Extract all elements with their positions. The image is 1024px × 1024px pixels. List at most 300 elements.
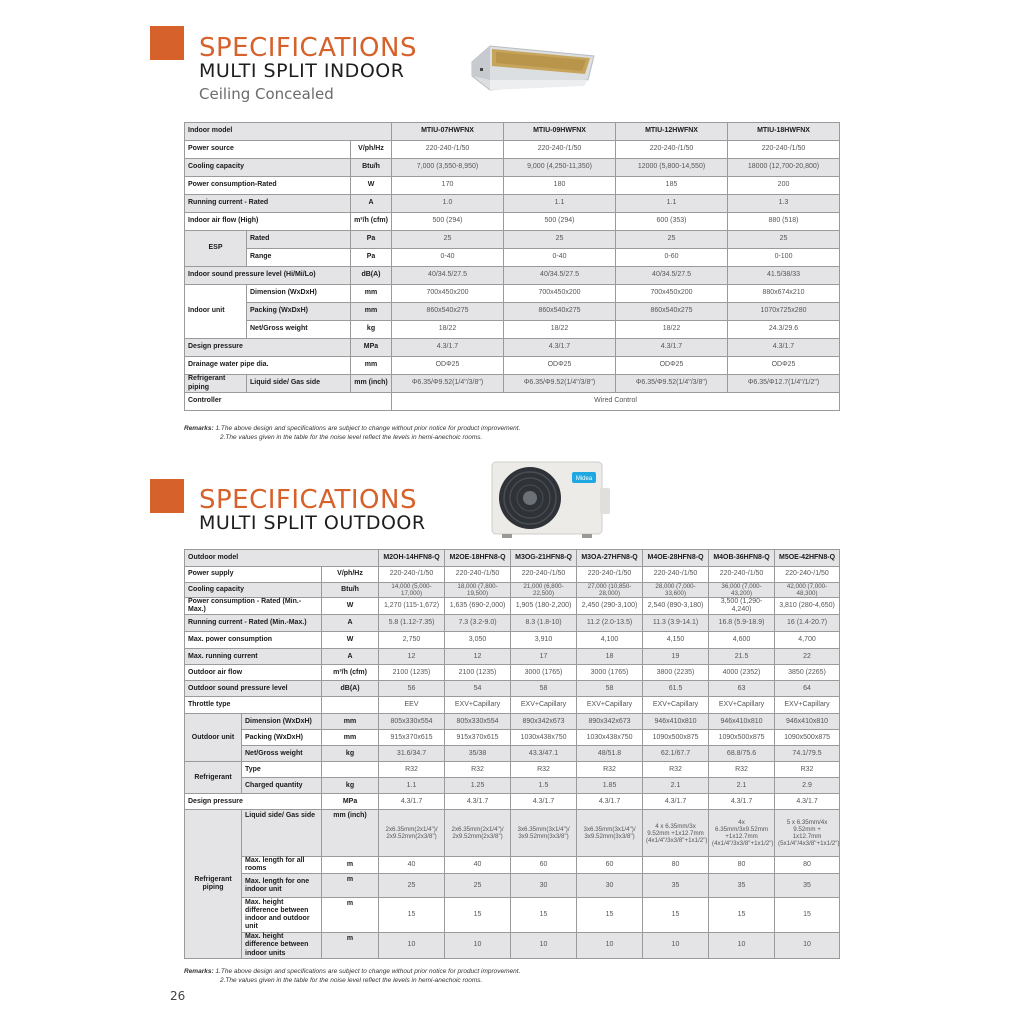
row-label: Type — [242, 762, 322, 778]
row-label: Packing (WxDxH) — [247, 303, 351, 321]
model-header: M4OE-28HFN8-Q — [643, 550, 709, 567]
row-unit: W — [351, 177, 392, 195]
cell: 946x410x810 — [643, 714, 709, 730]
row-label: Indoor sound pressure level (Hi/Mi/Lo) — [185, 267, 351, 285]
cell: 40/34.5/27.5 — [392, 267, 504, 285]
cell: R32 — [379, 762, 445, 778]
cell: 40/34.5/27.5 — [504, 267, 616, 285]
cell: 24.3/29.6 — [728, 321, 840, 339]
cell: 1090x500x875 — [709, 730, 775, 746]
cell: 4.3/1.7 — [643, 794, 709, 810]
cell: 54 — [445, 681, 511, 697]
cell: 946x410x810 — [709, 714, 775, 730]
cell: 220-240-/1/50 — [577, 567, 643, 583]
row-label: Indoor air flow (High) — [185, 213, 351, 231]
section-marker — [150, 26, 184, 60]
table-row — [185, 393, 840, 411]
cell: 915x370x615 — [379, 730, 445, 746]
cell: 14,000 (5,000-17,000) — [379, 583, 445, 598]
page-number: 26 — [170, 989, 186, 1003]
cell: 58 — [511, 681, 577, 697]
cell: 8.3 (1.8-10) — [511, 615, 577, 632]
row-label: Power source — [185, 141, 351, 159]
cell: 25 — [504, 231, 616, 249]
row-label: Max. running current — [185, 649, 322, 665]
cell: 3x6.35mm(3x1/4")/ 3x9.52mm(3x3/8") — [511, 810, 577, 857]
cell: 15 — [643, 898, 709, 933]
remarks-label: Remarks: — [184, 425, 214, 432]
cell: 1.5 — [511, 778, 577, 794]
row-label: Range — [247, 249, 351, 267]
row-label: Controller — [185, 393, 392, 411]
cell: 1.0 — [392, 195, 504, 213]
table-row — [185, 665, 840, 681]
cell: 22 — [775, 649, 840, 665]
table-row — [185, 649, 840, 665]
outdoor-section-subtitle: MULTI SPLIT OUTDOOR — [199, 512, 426, 534]
row-unit: mm — [351, 303, 392, 321]
row-label: Charged quantity — [242, 778, 322, 794]
cell: ODΦ25 — [728, 357, 840, 375]
row-label: Rated — [247, 231, 351, 249]
cell: 4,100 — [577, 632, 643, 649]
table-row — [185, 583, 840, 598]
cell: 16.8 (5.9-18.9) — [709, 615, 775, 632]
cell: 1.1 — [504, 195, 616, 213]
cell: ODΦ25 — [504, 357, 616, 375]
cell: EEV — [379, 697, 445, 714]
cell: 9,000 (4,250-11,350) — [504, 159, 616, 177]
cell: R32 — [709, 762, 775, 778]
row-label: Liquid side/ Gas side — [247, 375, 351, 393]
model-header: M5OE-42HFN8-Q — [775, 550, 840, 567]
row-unit: m³/h (cfm) — [351, 213, 392, 231]
row-label: Max. height difference between indoor units — [242, 933, 322, 958]
cell: 41.5/38/33 — [728, 267, 840, 285]
cell: 15 — [445, 898, 511, 933]
cell: 3800 (2235) — [643, 665, 709, 681]
table-row — [185, 874, 840, 898]
cell: 4.3/1.7 — [392, 339, 504, 357]
cell: 2100 (1235) — [445, 665, 511, 681]
cell: 220-240-/1/50 — [445, 567, 511, 583]
cell: 2,450 (290-3,100) — [577, 598, 643, 615]
cell: 4000 (2352) — [709, 665, 775, 681]
cell: 805x330x554 — [445, 714, 511, 730]
cell: 4.3/1.7 — [379, 794, 445, 810]
model-header: MTIU-12HWFNX — [616, 123, 728, 141]
cell: 60 — [511, 857, 577, 874]
cell: 0-40 — [504, 249, 616, 267]
cell: 890x342x673 — [511, 714, 577, 730]
cell: 48/51.8 — [577, 746, 643, 762]
cell: 2.1 — [709, 778, 775, 794]
table-row — [185, 794, 840, 810]
table-row — [185, 598, 840, 615]
cell: 40 — [445, 857, 511, 874]
row-unit: kg — [322, 778, 379, 794]
cell: 4.3/1.7 — [577, 794, 643, 810]
outdoor-section-title: SPECIFICATIONS — [199, 485, 417, 515]
model-header: MTIU-09HWFNX — [504, 123, 616, 141]
cell: 1030x438x750 — [511, 730, 577, 746]
cell: EXV+Capillary — [577, 697, 643, 714]
row-label: Outdoor sound pressure level — [185, 681, 322, 697]
cell: 1,905 (180-2,200) — [511, 598, 577, 615]
cell: 946x410x810 — [775, 714, 840, 730]
cell: 3000 (1765) — [577, 665, 643, 681]
cell: 4,600 — [709, 632, 775, 649]
cell: 11.2 (2.0-13.5) — [577, 615, 643, 632]
cell: 68.8/75.6 — [709, 746, 775, 762]
cell: 12 — [445, 649, 511, 665]
indoor-spec-table — [184, 122, 840, 411]
row-label: Design pressure — [185, 794, 322, 810]
cell: 17 — [511, 649, 577, 665]
table-row — [185, 249, 840, 267]
indoor-section-type: Ceiling Concealed — [199, 85, 334, 103]
row-unit: m — [322, 874, 379, 898]
model-header: M4OB-36HFN8-Q — [709, 550, 775, 567]
row-unit: MPa — [351, 339, 392, 357]
cell: 4 x 6.35mm/3x 9.52mm +1x12.7mm (4x1/4"/3x3/8"+1x1/2") — [643, 810, 709, 857]
model-header: MTIU-07HWFNX — [392, 123, 504, 141]
table-row — [185, 778, 840, 794]
cell: 35 — [775, 874, 840, 898]
cell: 60 — [577, 857, 643, 874]
table-row — [185, 231, 840, 249]
cell: 61.5 — [643, 681, 709, 697]
outdoor-unit-image — [488, 458, 614, 540]
cell: 220-240-/1/50 — [643, 567, 709, 583]
cell: 80 — [643, 857, 709, 874]
row-label: Cooling capacity — [185, 583, 322, 598]
cell: 16 (1.4-20.7) — [775, 615, 840, 632]
table-row — [185, 339, 840, 357]
row-unit: m — [322, 933, 379, 958]
table-row — [185, 810, 840, 857]
cell: 10 — [643, 933, 709, 958]
cell: 805x330x554 — [379, 714, 445, 730]
remark-1: 1.The above design and specifications are subject to change without prior notice for product improvement. — [215, 425, 521, 432]
cell: R32 — [775, 762, 840, 778]
brand-logo-text: Midea — [575, 476, 593, 482]
cell: R32 — [643, 762, 709, 778]
row-unit: Pa — [351, 231, 392, 249]
cell: 10 — [511, 933, 577, 958]
row-label: Max. power consumption — [185, 632, 322, 649]
row-label: Power consumption - Rated (Min.-Max.) — [185, 598, 322, 615]
cell: 4,700 — [775, 632, 840, 649]
cell: 890x342x673 — [577, 714, 643, 730]
cell: 35/38 — [445, 746, 511, 762]
indoor-remarks — [184, 425, 520, 443]
cell: 15 — [379, 898, 445, 933]
row-unit: mm — [351, 357, 392, 375]
model-header: M3OA-27HFN8-Q — [577, 550, 643, 567]
header-label: Indoor model — [185, 123, 392, 141]
row-unit: W — [322, 598, 379, 615]
cell: 4.3/1.7 — [616, 339, 728, 357]
remark-1: 1.The above design and specifications are subject to change without prior notice for product improvement. — [215, 968, 521, 975]
table-header-row — [185, 550, 840, 567]
table-row — [185, 681, 840, 697]
cell: 220-240-/1/50 — [775, 567, 840, 583]
cell: 220-240-/1/50 — [511, 567, 577, 583]
cell: 700x450x200 — [504, 285, 616, 303]
row-label: Drainage water pipe dia. — [185, 357, 351, 375]
table-row — [185, 615, 840, 632]
row-unit: m³/h (cfm) — [322, 665, 379, 681]
cell: 220-240-/1/50 — [392, 141, 504, 159]
row-unit: W — [322, 632, 379, 649]
cell: 3,050 — [445, 632, 511, 649]
cell: EXV+Capillary — [511, 697, 577, 714]
cell: 18000 (12,700-20,800) — [728, 159, 840, 177]
model-header: M2OH-14HFN8-Q — [379, 550, 445, 567]
row-unit: Btu/h — [322, 583, 379, 598]
row-unit: dB(A) — [322, 681, 379, 697]
cell: ODΦ25 — [616, 357, 728, 375]
cell: EXV+Capillary — [775, 697, 840, 714]
cell: 200 — [728, 177, 840, 195]
model-header: MTIU-18HWFNX — [728, 123, 840, 141]
cell: 1.85 — [577, 778, 643, 794]
group-label: Refrigerant piping — [185, 810, 242, 958]
cell: Φ6.35/Φ9.52(1/4"/3/8") — [392, 375, 504, 393]
ceiling-concealed-unit-image — [466, 40, 606, 92]
cell: 74.1/79.5 — [775, 746, 840, 762]
row-unit: kg — [351, 321, 392, 339]
cell: 1090x500x875 — [643, 730, 709, 746]
cell: 3000 (1765) — [511, 665, 577, 681]
row-unit — [322, 697, 379, 714]
cell: 31.6/34.7 — [379, 746, 445, 762]
row-unit: Pa — [351, 249, 392, 267]
cell: 21.5 — [709, 649, 775, 665]
table-row — [185, 285, 840, 303]
outdoor-spec-table — [184, 549, 840, 959]
cell: 0-40 — [392, 249, 504, 267]
table-row — [185, 632, 840, 649]
cell: 25 — [616, 231, 728, 249]
group-label: ESP — [185, 231, 247, 267]
cell: 15 — [577, 898, 643, 933]
cell: 3,810 (280-4,650) — [775, 598, 840, 615]
row-label: Throttle type — [185, 697, 322, 714]
cell: 3,500 (1,290-4,240) — [709, 598, 775, 615]
row-unit: mm — [322, 714, 379, 730]
row-unit: mm (inch) — [351, 375, 392, 393]
table-row — [185, 697, 840, 714]
cell: R32 — [445, 762, 511, 778]
cell: 3850 (2265) — [775, 665, 840, 681]
cell: EXV+Capillary — [445, 697, 511, 714]
row-unit: A — [322, 649, 379, 665]
cell: 19 — [643, 649, 709, 665]
cell: Φ6.35/Φ9.52(1/4"/3/8") — [504, 375, 616, 393]
cell: 25 — [379, 874, 445, 898]
row-unit: MPa — [322, 794, 379, 810]
table-row — [185, 321, 840, 339]
table-header-row — [185, 123, 840, 141]
row-label: Running current - Rated — [185, 195, 351, 213]
row-unit: mm — [351, 285, 392, 303]
cell: 10 — [709, 933, 775, 958]
table-row — [185, 730, 840, 746]
row-label: Power consumption-Rated — [185, 177, 351, 195]
remark-2: 2.The values given in the table for the noise level reflect the levels in hemi-anechoic rooms. — [220, 433, 483, 441]
cell: 1070x725x280 — [728, 303, 840, 321]
cell: 1090x500x875 — [775, 730, 840, 746]
cell: 220-240-/1/50 — [379, 567, 445, 583]
cell: 4.3/1.7 — [775, 794, 840, 810]
cell: 7,000 (3,550-8,950) — [392, 159, 504, 177]
table-row — [185, 357, 840, 375]
group-label: Indoor unit — [185, 285, 247, 339]
cell: 64 — [775, 681, 840, 697]
cell: 15 — [511, 898, 577, 933]
cell: 5.8 (1.12-7.35) — [379, 615, 445, 632]
cell: 860x540x275 — [616, 303, 728, 321]
cell: 36,000 (7,000-43,200) — [709, 583, 775, 598]
cell: 0-60 — [616, 249, 728, 267]
cell: 2x6.35mm(2x1/4")/ 2x9.52mm(2x3/8") — [445, 810, 511, 857]
cell: 18/22 — [616, 321, 728, 339]
row-unit: m — [322, 857, 379, 874]
cell: 42,000 (7,000-48,300) — [775, 583, 840, 598]
cell: 1,635 (690-2,000) — [445, 598, 511, 615]
row-label: Running current - Rated (Min.-Max.) — [185, 615, 322, 632]
cell: 2100 (1235) — [379, 665, 445, 681]
table-row — [185, 933, 840, 958]
cell: 700x450x200 — [392, 285, 504, 303]
cell: 180 — [504, 177, 616, 195]
cell: 600 (353) — [616, 213, 728, 231]
row-label: Power supply — [185, 567, 322, 583]
cell: 4.3/1.7 — [445, 794, 511, 810]
cell: 170 — [392, 177, 504, 195]
cell: 860x540x275 — [392, 303, 504, 321]
cell: 18/22 — [392, 321, 504, 339]
indoor-section-subtitle: MULTI SPLIT INDOOR — [199, 60, 405, 82]
cell: 4.3/1.7 — [504, 339, 616, 357]
header-label: Outdoor model — [185, 550, 379, 567]
cell: 7.3 (3.2-9.0) — [445, 615, 511, 632]
row-unit: mm — [322, 730, 379, 746]
table-row — [185, 141, 840, 159]
cell: 860x540x275 — [504, 303, 616, 321]
cell: 35 — [643, 874, 709, 898]
table-row — [185, 159, 840, 177]
cell: 2x6.35mm(2x1/4")/ 2x9.52mm(2x3/8") — [379, 810, 445, 857]
model-header: M2OE-18HFN8-Q — [445, 550, 511, 567]
cell: 21,000 (6,800-22,500) — [511, 583, 577, 598]
cell: 80 — [709, 857, 775, 874]
cell: 11.3 (3.9-14.1) — [643, 615, 709, 632]
remark-2: 2.The values given in the table for the noise level reflect the levels in hemi-anechoic rooms. — [220, 976, 483, 984]
row-label: Max. length for all rooms — [242, 857, 322, 874]
row-label: Design pressure — [185, 339, 351, 357]
cell: 220-240-/1/50 — [709, 567, 775, 583]
row-unit: A — [322, 615, 379, 632]
section-marker — [150, 479, 184, 513]
cell: 18/22 — [504, 321, 616, 339]
cell: R32 — [511, 762, 577, 778]
cell: 58 — [577, 681, 643, 697]
table-row — [185, 375, 840, 393]
cell: 28,000 (7,000-33,600) — [643, 583, 709, 598]
cell: 1.1 — [379, 778, 445, 794]
cell: 915x370x615 — [445, 730, 511, 746]
cell: 0-100 — [728, 249, 840, 267]
cell: 4x 6.35mm/3x9.52mm +1x12.7mm (4x1/4"/3x3/8"+1x1/2") — [709, 810, 775, 857]
cell: 43.3/47.1 — [511, 746, 577, 762]
cell: 18 — [577, 649, 643, 665]
row-unit: dB(A) — [351, 267, 392, 285]
cell: 12 — [379, 649, 445, 665]
cell: 2.1 — [643, 778, 709, 794]
table-row — [185, 857, 840, 874]
cell: 2,540 (890-3,180) — [643, 598, 709, 615]
cell: 4.3/1.7 — [728, 339, 840, 357]
row-unit: A — [351, 195, 392, 213]
cell: EXV+Capillary — [643, 697, 709, 714]
cell: 1030x438x750 — [577, 730, 643, 746]
cell: 80 — [775, 857, 840, 874]
table-row — [185, 303, 840, 321]
row-label: Cooling capacity — [185, 159, 351, 177]
cell: 185 — [616, 177, 728, 195]
cell: 4,150 — [643, 632, 709, 649]
row-unit: V/ph/Hz — [351, 141, 392, 159]
cell: 220-240-/1/50 — [728, 141, 840, 159]
group-label: Refrigerant — [185, 762, 242, 794]
table-row — [185, 762, 840, 778]
row-label: Net/Gross weight — [242, 746, 322, 762]
cell: 1.3 — [728, 195, 840, 213]
cell: 35 — [709, 874, 775, 898]
cell: 18,000 (7,800-19,500) — [445, 583, 511, 598]
table-row — [185, 267, 840, 285]
cell: 880 (518) — [728, 213, 840, 231]
row-unit: V/ph/Hz — [322, 567, 379, 583]
row-label: Dimension (WxDxH) — [242, 714, 322, 730]
row-unit — [322, 762, 379, 778]
cell: 3,910 — [511, 632, 577, 649]
table-row — [185, 746, 840, 762]
cell: 220-240-/1/50 — [504, 141, 616, 159]
cell: 220-240-/1/50 — [616, 141, 728, 159]
row-label: Liquid side/ Gas side — [242, 810, 322, 857]
cell: R32 — [577, 762, 643, 778]
cell: 10 — [445, 933, 511, 958]
cell: 10 — [577, 933, 643, 958]
cell: 1,270 (115-1,672) — [379, 598, 445, 615]
remarks-label: Remarks: — [184, 968, 214, 975]
cell: Wired Control — [392, 393, 840, 411]
table-row — [185, 898, 840, 933]
cell: 3x6.35mm(3x1/4")/ 3x9.52mm(3x3/8") — [577, 810, 643, 857]
table-row — [185, 195, 840, 213]
cell: Φ6.35/Φ12.7(1/4"/1/2") — [728, 375, 840, 393]
row-label: Dimension (WxDxH) — [247, 285, 351, 303]
cell: 2.9 — [775, 778, 840, 794]
cell: 1.1 — [616, 195, 728, 213]
cell: 27,000 (10,850-28,000) — [577, 583, 643, 598]
cell: 500 (294) — [504, 213, 616, 231]
row-label: Max. length for one indoor unit — [242, 874, 322, 898]
